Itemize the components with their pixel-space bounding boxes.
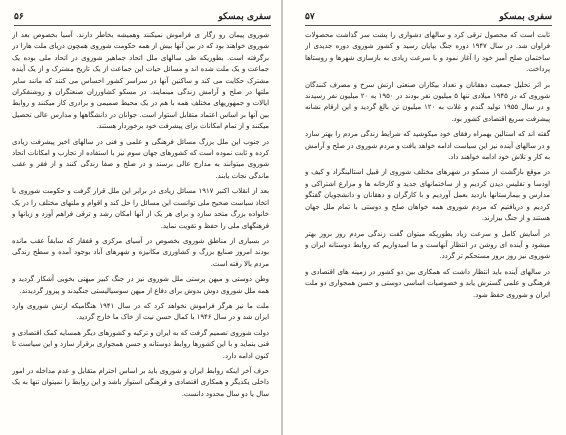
running-head: [14, 10, 271, 24]
body-text: [12, 30, 269, 427]
paragraph: گفته اند که استالین بهمراه رفقای خود میکوشید که شرایط زندگی مردم را بهتر سازد و در سالهای آینده نیز این سیاست ادامه خواهد یافت و مردم شوروی در صلح و آرامش به کار و تلاش خود ادامه خواهند داد.: [305, 130, 550, 162]
running-head: [305, 10, 552, 24]
paragraph: در موقع بازگشت از مسکو در شهرهای مختلف شوروی از قبیل استالینگراد و کیف و اودسا و تفلیس دیدن کردیم و از ساختمانهای جدید و کارخانه ها و مزارع اشتراکی و مدارس و بیمارستانها بازدید بعمل آوردیم و با کارگران و دهقانان و دانشجویان گفتگو کردیم و دریافتیم که مردم شوروی همه خواهان صلح و دوستی با تمام ملل جهان هستند و از جنگ بیزارند.: [305, 168, 550, 223]
running-title: سفری بمسکو: [218, 12, 271, 22]
paragraph: در جنوب این ملل بزرگ مسائل فرهنگی و علمی و فنی در سالهای اخیر پیشرفت زیادی کرده و ثابت نموده است که کشورهای جهان سوم نیز با استفاده از تجارب و امکانات اتحاد شوروی میتوانند به مدارج عالی برسند و در صلح و صفا زندگی کنند و از فقر و عقب ماندگی نجات یابند.: [12, 137, 269, 180]
header-rule: [14, 25, 271, 26]
running-title: سفری بمسکو: [499, 12, 552, 22]
paragraph: ملت ما نیز هرگز فراموش نخواهد کرد که در سال ۱۹۴۱ هنگامیکه ارتش شوروی وارد ایران شد و در سال ۱۹۴۶ با کمال حسن نیت از خاک ما خارج گردید.: [12, 301, 269, 322]
right-page: [283, 0, 566, 435]
paragraph: حرف آخر اینکه روابط ایران و شوروی باید بر اساس احترام متقابل و عدم مداخله در امور داخلی یکدیگر و همکاری اقتصادی و فرهنگی استوار باشد و این روابط را نمیتوان تنها به یک سال یا دو سال محدود دانست.: [12, 366, 269, 398]
paragraph: وطن دوستی و میهن پرستی ملل شوروی نیز در جنگ کبیر میهنی بخوبی آشکار گردید و همه ملل شوروی دوش بدوش برای دفاع از میهن سوسیالیستی جنگیدند و پیروز گردیدند.: [12, 275, 269, 295]
body-text: [305, 30, 550, 427]
page-number: ۵۶: [14, 12, 24, 22]
paragraph: در آسایش کامل و سرعت زیاد بطوریکه میتوان گفت زندگی مردم روز بروز بهتر میشود و آینده ای روشن در انتظار آنهاست و ما امیدواریم که روابط دوستانه ایران و شوروی نیز روز بروز مستحکم تر گردد.: [305, 229, 550, 261]
paragraph: شوروی پیمان رو زگار ی فراموش نمیکنند وهمیشه بخاطر دارند. آسیا بخصوص بعد از شوروی خواهند بود که در بین آنها بیش از همه حکومت شوروی همچون دریای ملت هارا در برگرفته است. بطوریکه طی سالهای ملل اتحاد جماهیر شوروی در اتحاد ملی بوده یک جماعت و یک ملت شده اند و مسائل حیات این جماعت از یک تاریخ مشترک و از یک آینده مشترک حکایت می کند و ساکنین آنها در سراسر کشور احساس می کنند که مانند سایر ملتها در صلح و آرامش زندگی مینمایند. در مسکو کشاورزان صنعتگران و روشنفکران ایالات و جمهوریهای مختلف همه با هم در یک محیط صمیمی و برادری کار میکنند و روابط بین آنها بر اساس اعتماد متقابل استوار است. جوانان در دانشگاهها و مدارس عالی تحصیل میکنند و از تمام امکانات برای پیشرفت خود برخوردار هستند.: [12, 31, 269, 131]
paragraph: در بسیاری از مناطق شوروی بخصوص در آسیای مرکزی و قفقاز که سابقاً عقب مانده بودند امروز صنایع بزرگ و کشاورزی مکانیزه و شهرهای آباد بوجود آمده و سطح زندگی مردم بالا رفته است.: [12, 236, 269, 268]
paragraph: ثابت است که محصول ترقی کرد و سالهای دشواری را پشت سر گذاشت محصولات فراوان شد. در سال ۱۹۴۷ دوره جنگ بپایان رسید و کشور شوروی دوره جدیدی از ساختمان صلح آمیز خود را آغاز نمود و با سرعت زیادی به بازسازی شهرها و روستاها پرداخت.: [305, 31, 550, 74]
page-number: ۵۷: [305, 12, 315, 22]
paragraph: بعد از انقلاب اکتبر ۱۹۱۷ مسائل زیادی در برابر این ملل قرار گرفت و حکومت شوروی با اتخاذ سیاست صحیح ملی توانست این مسائل را حل کند و اقوام و ملتهای مختلف را در یک خانواده بزرگ متحد سازد و برای هر یک از آنها امکان رشد و ترقی فراهم آورد و زبانها و فرهنگهای ملی را حفظ و تقویت نماید.: [12, 187, 269, 230]
paragraph: دولت شوروی تصمیم گرفت که به ایران و ترکیه و کشورهای دیگر همسایه کمک اقتصادی و فنی بنماید و با این کشورها روابط دوستانه و حسن همجواری برقرار سازد و این سیاست تا کنون ادامه دارد.: [12, 328, 269, 360]
paragraph: بر اثر تحلیل جمعیت دهقانان و تعداد بیکاران صنعتی ارتش سرخ و مصرف کنندگان شوروی که در ۱۹۴۵ میلادی تنها ۵ میلیون نفر بودند در ۱۹۵۰ به ۲۰ میلیون نفر رسیدند و در سال ۱۹۵۵ تولید گندم و غلات به ۱۲۰ میلیون تن بالغ گردید و این ارقام نشانه پیشرفت سریع اقتصادی کشور بود.: [305, 80, 550, 123]
header-rule: [305, 25, 552, 26]
paragraph: در سالهای آینده باید انتظار داشت که همکاری بین دو کشور در زمینه های اقتصادی و فرهنگی و علمی گسترش یابد و خصوصیات اساسی دوستی و حسن همجواری دو ملت ایران و شوروی حفظ شود.: [305, 267, 550, 299]
